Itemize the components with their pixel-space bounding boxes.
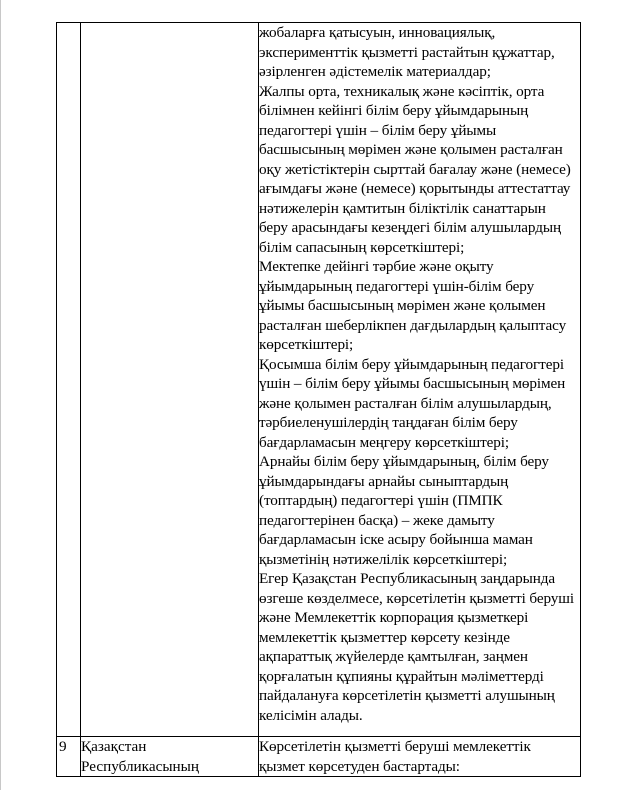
content-line: жобаларға қатысуын, инновациялық, bbox=[259, 24, 496, 41]
content-line: Қосымша білім беру ұйымдарының педагогтері bbox=[259, 355, 564, 373]
content-line: білім сапасының көрсеткіштері; bbox=[259, 238, 465, 256]
content-line: ақпараттық жүйелерде қамтылған, заңмен bbox=[259, 648, 528, 665]
document-table bbox=[56, 22, 581, 777]
table-row bbox=[57, 737, 581, 777]
content-line: педагогтерінен басқа) – жеке дамыту bbox=[259, 511, 495, 529]
content-line: эксперименттік қызметті растайтын құжаттар, bbox=[259, 43, 555, 61]
content-line: ұйымы басшысының мөрімен және қолымен bbox=[259, 297, 546, 314]
content-line: және Мемлекеттік корпорация қызметкері bbox=[259, 609, 529, 626]
content-line: қорғалатын құпияны құрайтын мәліметтерді bbox=[259, 667, 544, 685]
row-name-cell bbox=[81, 737, 259, 777]
content-line: өзгеше көзделмесе, көрсетілетін қызметті беруші bbox=[259, 589, 575, 607]
content-line: үшін – білім беру ұйымы басшысының мөрімен bbox=[259, 375, 566, 392]
name-line: Қазақстан bbox=[81, 738, 147, 755]
row-number-cell bbox=[57, 23, 81, 737]
row-content-cell bbox=[259, 23, 581, 737]
content-line: мемлекеттік қызметтер көрсету кезінде bbox=[259, 628, 510, 646]
content-line: қызмет көрсетуден бастартады: bbox=[259, 757, 460, 775]
row-number-cell bbox=[57, 737, 81, 777]
row-name-cell bbox=[81, 23, 259, 737]
content-line: бағдарламасын іске асыру бойынша маман bbox=[259, 531, 533, 548]
content-line: және қолымен расталған білім алушылардың, bbox=[259, 394, 552, 412]
content-line: ағымдағы және (немесе) қорытынды аттестаттау bbox=[259, 180, 571, 197]
content-line: ұйымдарының педагогтері үшін-білім беру bbox=[259, 277, 535, 295]
content-line: басшысының мөрімен және қолымен расталған bbox=[259, 141, 563, 158]
content-line: Көрсетілетін қызметті беруші мемлекеттік bbox=[259, 738, 531, 755]
content-line: ұйымдарындағы арнайы сыныптардың bbox=[259, 472, 509, 490]
content-line: нәтижелерін қамтитын біліктілік санаттарын bbox=[259, 199, 546, 217]
content-line: беру арасындағы кезеңдегі білім алушылардың bbox=[259, 219, 561, 236]
page-edge bbox=[0, 0, 1, 790]
content-line: тәрбиеленушілердің таңдаған білім беру bbox=[259, 414, 518, 431]
content-line: Егер Қазақстан Республикасының заңдарында bbox=[259, 570, 556, 587]
content-line: білімнен кейінгі білім беру ұйымдарының bbox=[259, 102, 529, 119]
row-content-cell bbox=[259, 737, 581, 777]
content-line: келісімін алады. bbox=[259, 706, 363, 724]
content-line: педагогтері үшін – білім беру ұйымы bbox=[259, 121, 497, 139]
name-line: Республикасының bbox=[81, 757, 199, 775]
content-line: қызметінің нәтижелілік көрсеткіштері; bbox=[259, 550, 508, 568]
content-line: Арнайы білім беру ұйымдарының, білім беру bbox=[259, 453, 549, 470]
content-line: көрсеткіштері; bbox=[259, 336, 354, 353]
content-line: әзірленген әдістемелік материалдар; bbox=[259, 63, 491, 80]
content-line: бағдарламасын меңгеру көрсеткіштері; bbox=[259, 433, 510, 451]
row-number: 9 bbox=[59, 738, 67, 755]
table-row bbox=[57, 23, 581, 737]
content-line: оқу жетістіктерін сырттай бағалау және (немесе) bbox=[259, 160, 571, 178]
content-line: расталған шеберлікпен дағдылардың қалыптасу bbox=[259, 316, 567, 334]
content-line: Мектепке дейінгі тәрбие және оқыту bbox=[259, 258, 494, 275]
content-line: пайдалануға көрсетілетін қызметті алушының bbox=[259, 687, 555, 704]
content-line: Жалпы орта, техникалық және кәсіптік, орта bbox=[259, 82, 545, 100]
content-line: (топтардың) педагогтері үшін (ПМПК bbox=[259, 492, 503, 509]
